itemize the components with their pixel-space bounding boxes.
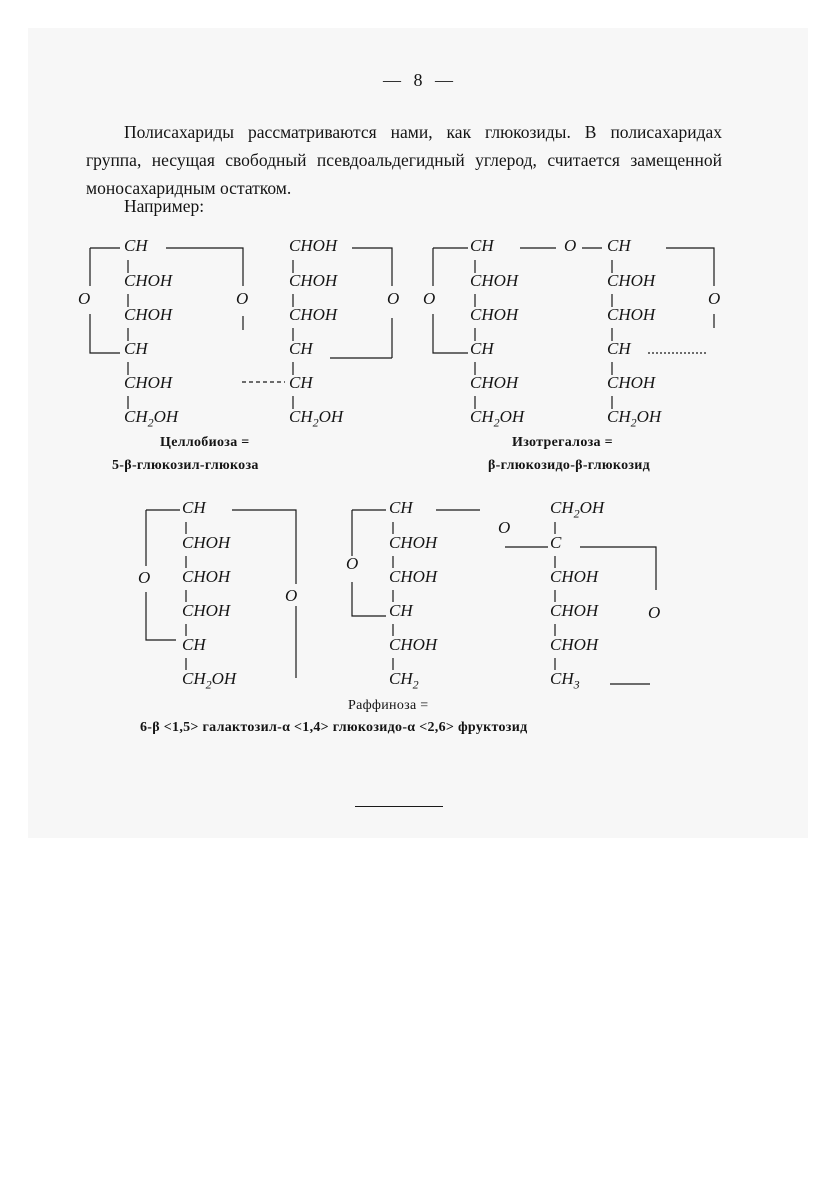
cellobiose-left-c2: CHOH	[124, 271, 173, 290]
isotrehalose-right-c6: $CH_2OH$	[607, 407, 662, 430]
isotrehalose-left-c3: CHOH	[470, 305, 519, 324]
isotrehalose-right-c1: CH	[607, 236, 631, 255]
raffinose-col3-c6: $CH_3$	[550, 669, 580, 692]
raffinose-col1-c6: $CH_2OH$	[182, 669, 237, 692]
cellobiose-systematic-name: 5-β-глюкозил-глюкоза	[112, 458, 259, 473]
body-paragraph: Полисахариды рассматриваются нами, как глюкозиды. В полисахаридах группа, несущая свободный псевдоальдегидный углерод, считается замещенной моносахаридным остатком.	[86, 122, 722, 198]
page-number: — 8 —	[383, 70, 457, 90]
example-label: Например:	[124, 196, 205, 216]
cellobiose-ring-oxygen-mid: O	[236, 289, 249, 308]
cellobiose-right-c2: CHOH	[289, 271, 338, 290]
cellobiose-name: Целлобиоза =	[160, 435, 250, 450]
isotrehalose-ring-oxygen-left: O	[423, 289, 436, 308]
raffinose-systematic-name: 6-β <1,5> галактозил-α <1,4> глюкозидо-α <2,6> фруктозид	[140, 720, 528, 735]
raffinose-col1-c3: CHOH	[182, 567, 231, 586]
raffinose-col1-c5: CH	[182, 635, 206, 654]
cellobiose-right-c6: $CH_2OH$	[289, 407, 344, 430]
isotrehalose-name: Изотрегалоза =	[512, 435, 613, 450]
cellobiose-right-c3: CHOH	[289, 305, 338, 324]
raffinose-col3-c5: CHOH	[550, 635, 599, 654]
raffinose-bridge-oxygen: O	[498, 518, 511, 537]
cellobiose-left-c4: CH	[124, 339, 148, 358]
isotrehalose-left-c2: CHOH	[470, 271, 519, 290]
isotrehalose-right-c2: CHOH	[607, 271, 656, 290]
cellobiose-left-c6: $CH_2OH$	[124, 407, 179, 430]
isotrehalose-left-c4: CH	[470, 339, 494, 358]
cellobiose-ring-oxygen-right: O	[387, 289, 400, 308]
raffinose-col3-c4: CHOH	[550, 601, 599, 620]
raffinose-col2-c4: CH	[389, 601, 413, 620]
isotrehalose-systematic-name: β-глюкозидо-β-глюкозид	[488, 458, 651, 473]
raffinose-ring1-oxygen-right: O	[285, 586, 298, 605]
raffinose-ring3-oxygen-right: O	[648, 603, 661, 622]
raffinose-col3-c2: C	[550, 533, 562, 552]
raffinose-ring1-oxygen-left: O	[138, 568, 151, 587]
raffinose-col1-c2: CHOH	[182, 533, 231, 552]
cellobiose-left-c3: CHOH	[124, 305, 173, 324]
raffinose-col2-c5: CHOH	[389, 635, 438, 654]
raffinose-col2-c3: CHOH	[389, 567, 438, 586]
cellobiose-ring-oxygen-left: O	[78, 289, 91, 308]
end-rule	[355, 806, 443, 807]
cellobiose-right-c5: CH	[289, 373, 313, 392]
raffinose-ring2-oxygen-left: O	[346, 554, 359, 573]
raffinose-col3-c3: CHOH	[550, 567, 599, 586]
raffinose-col3-c1: $CH_2OH$	[550, 498, 605, 521]
isotrehalose-ring-oxygen-right: O	[708, 289, 721, 308]
cellobiose-right-c1: CHOH	[289, 236, 338, 255]
cellobiose-right-c4: CH	[289, 339, 313, 358]
isotrehalose-left-c6: $CH_2OH$	[470, 407, 525, 430]
isotrehalose-right-c4: CH	[607, 339, 631, 358]
cellobiose-left-c1: CH	[124, 236, 148, 255]
raffinose-col1-c4: CHOH	[182, 601, 231, 620]
isotrehalose-left-c1: CH	[470, 236, 494, 255]
raffinose-col1-c1: CH	[182, 498, 206, 517]
cellobiose-left-c5: CHOH	[124, 373, 173, 392]
raffinose-col2-c1: CH	[389, 498, 413, 517]
isotrehalose-left-c5: CHOH	[470, 373, 519, 392]
raffinose-col2-c2: CHOH	[389, 533, 438, 552]
isotrehalose-bridge-oxygen: O	[564, 236, 577, 255]
raffinose-col2-c6: $CH_2$	[389, 669, 419, 692]
raffinose-name: Раффиноза =	[348, 698, 429, 713]
isotrehalose-right-c3: CHOH	[607, 305, 656, 324]
isotrehalose-right-c5: CHOH	[607, 373, 656, 392]
